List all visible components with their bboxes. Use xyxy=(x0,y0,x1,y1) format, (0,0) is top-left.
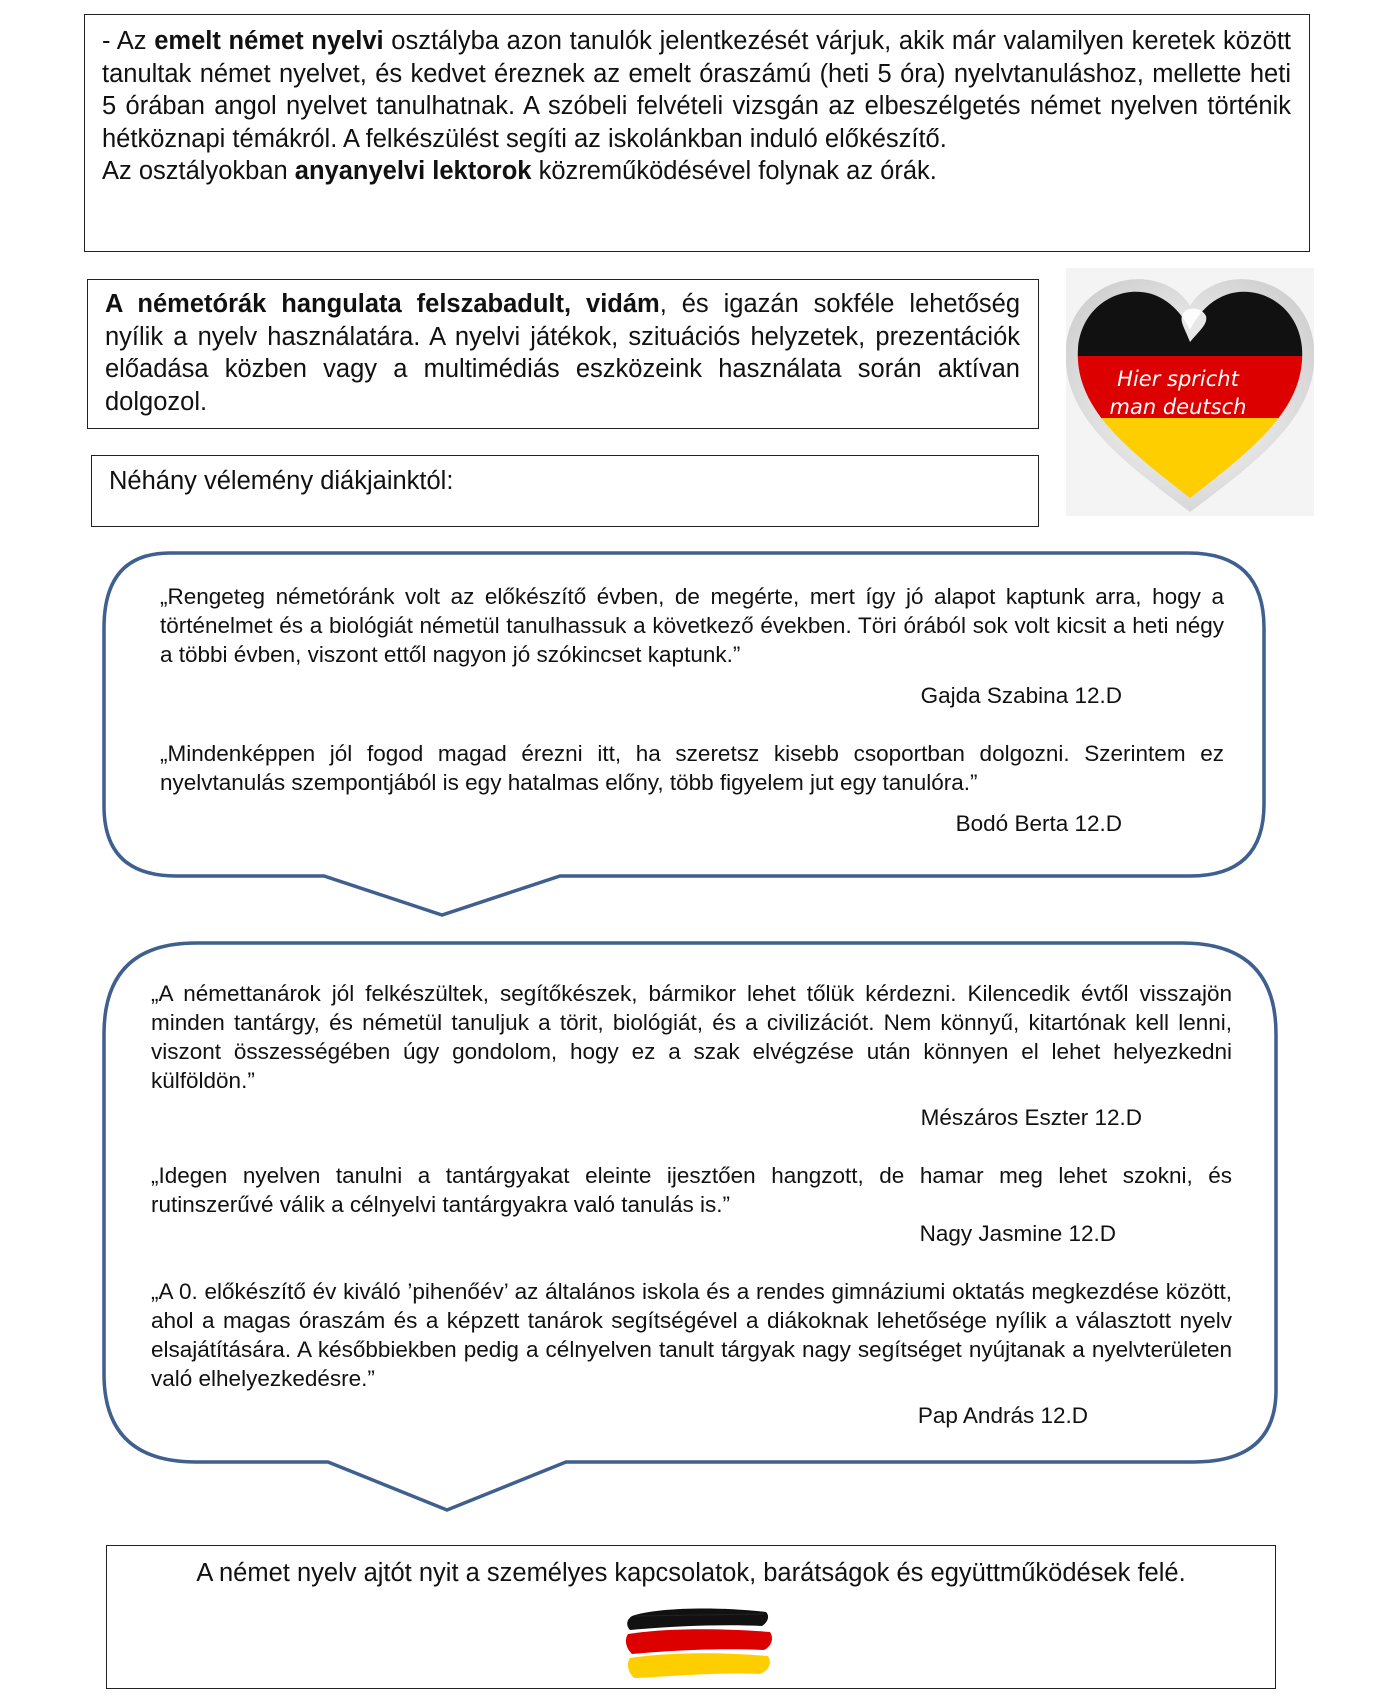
german-flag-image xyxy=(624,1602,774,1682)
testimonial-author: Pap András 12.D xyxy=(917,1403,1088,1428)
heart-icon xyxy=(1066,268,1314,516)
intro-highlight-1: emelt német nyelvi xyxy=(154,27,384,55)
mood-text: , és igazán sokféle lehetőség nyílik a nyelv használatára. A nyelvi játékok, szituációs helyzetek, prezentációk előadása közben vagy a multimédiás eszközeink használata során aktívan dolgozol. xyxy=(105,290,1020,416)
testimonial-quote: „Mindenképpen jól fogod magad érezni itt, ha szeretsz kisebb csoportban dolgozni. Szerintem ez nyelvtanulás szempontjából is egy hatalmas előny, több figyelem jut egy tanulóra.” xyxy=(160,741,1224,795)
testimonial-quote: „A némettanárok jól felkészültek, segítőkészek, bármikor lehet tőlük kérdezni. Kilencedik évtől visszajön minden tantárgy, és németül tanuljuk a törit, biológiát, és a civilizációt. Nem könnyű, kitartónak kell lenni, viszont összességében úgy gondolom, hogy ez a szak elvégzése után könnyen el lehet helyezkedni külföldön.” xyxy=(151,981,1232,1093)
testimonial-author: Bodó Berta 12.D xyxy=(955,811,1122,836)
footer-text: A német nyelv ajtót nyit a személyes kapcsolatok, barátságok és együttműködések felé. xyxy=(196,1559,1186,1587)
german-heart-image xyxy=(1066,268,1314,516)
testimonial-quote: „A 0. előkészítő év kiváló ’pihenőév’ az általános iskola és a rendes gimnáziumi oktatás megkezdése között, ahol a magas óraszám és a képzett tanárok segítségével a diákoknak lehetősége nyílik a választott nyelv elsajátítására. A későbbiekben pedig a célnyelven tanult tárgyak nagy segítséget nyújtanak a nyelvterületen való elhelyezkedésre.” xyxy=(151,1279,1232,1391)
testimonial-quote: „Idegen nyelven tanulni a tantárgyakat eleinte ijesztően hangzott, de hamar meg lehet szokni, és rutinszerűvé válik a célnyelvi tantárgyakra való tanulás is.” xyxy=(151,1163,1232,1217)
intro-paragraph-2: Az osztályokban anyanyelvi lektorok közreműködésével folynak az órák. xyxy=(102,157,937,185)
intro-highlight-2: anyanyelvi lektorok xyxy=(294,157,532,185)
speech-bubble-2 xyxy=(151,979,1232,1430)
testimonial-author: Mészáros Eszter 12.D xyxy=(920,1105,1142,1130)
opinions-title-box xyxy=(91,455,1039,527)
testimonial-author: Nagy Jasmine 12.D xyxy=(919,1221,1116,1246)
testimonial-quote: „Rengeteg németóránk volt az előkészítő évben, de megérte, mert így jó alapot kaptunk arra, hogy a történelmet és a biológiát németül tanulhassuk a következő években. Töri órából sok volt kicsit a heti négy a többi évben, viszont ettől nagyon jó szókincset kaptunk.” xyxy=(160,584,1224,667)
mood-box xyxy=(87,279,1039,429)
speech-bubble-1 xyxy=(160,582,1224,838)
intro-box xyxy=(84,14,1310,252)
heart-text-line-2: man deutsch xyxy=(1109,395,1247,419)
intro-paragraph-1: - Az emelt német nyelvi osztályba azon tanulók jelentkezését várjuk, akik már valamilyen keretek között tanultak német nyelvet, és kedvet éreznek az emelt óraszámú (heti 5 óra) nyelvtanuláshoz, mellette heti 5 órában angol nyelvet tanulhatnak. A szóbeli felvételi vizsgán az elbeszélgetés német nyelven történik hétköznapi témákról. A felkészülést segíti az iskolánkban induló előkészítő. xyxy=(102,27,1291,153)
opinions-title: Néhány vélemény diákjainktól: xyxy=(109,467,454,495)
mood-highlight: A németórák hangulata felszabadult, vidám xyxy=(105,290,660,318)
heart-text-line-1: Hier spricht xyxy=(1117,367,1239,391)
testimonial-author: Gajda Szabina 12.D xyxy=(920,683,1122,708)
german-flag-icon xyxy=(624,1602,774,1682)
